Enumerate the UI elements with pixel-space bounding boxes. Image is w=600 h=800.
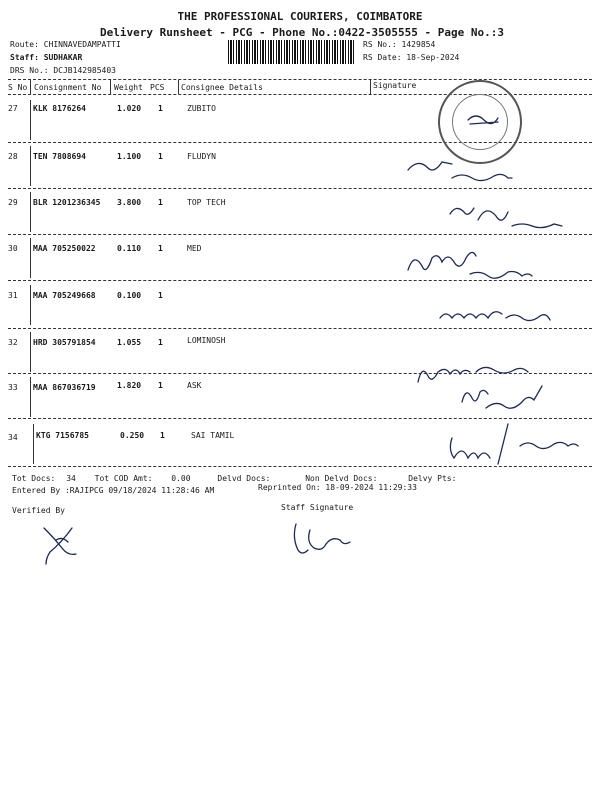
signature-row-31: [440, 312, 550, 321]
rs-no-label: RS No.:: [363, 40, 397, 49]
delvd-docs-label: Delvd Docs:: [217, 474, 271, 483]
signature-row-33: [462, 386, 542, 408]
row-weight: 1.055: [117, 338, 142, 347]
row-weight: 0.100: [117, 291, 142, 300]
row-weight: 1.100: [117, 152, 142, 161]
row-consignment: KTG 7156785: [36, 431, 89, 440]
row-sno: 30: [8, 244, 18, 253]
non-delvd-docs-label: Non Delvd Docs:: [305, 474, 378, 483]
row-consignment: KLK 8176264: [33, 104, 86, 113]
row-weight: 1.020: [117, 104, 142, 113]
staff-signature-mark: [294, 524, 350, 553]
row-sno: 29: [8, 198, 18, 207]
col-sno: S No: [8, 83, 28, 92]
signature-row-27: [468, 116, 498, 124]
row-consignment: MAA 867036719: [33, 383, 96, 392]
row-weight: 0.110: [117, 244, 142, 253]
row-sno: 33: [8, 383, 18, 392]
verified-by-label: Verified By: [12, 506, 65, 515]
route-value: CHINNAVEDAMPATTI: [43, 40, 121, 49]
row-details: LOMINOSH: [187, 336, 226, 345]
row-pcs: 1: [158, 104, 163, 113]
row-pcs: 1: [158, 338, 163, 347]
delvy-pts-label: Delvy Pts:: [408, 474, 457, 483]
runsheet-title: Delivery Runsheet - PCG - Phone No.:0422-3505555 - Page No.:3: [100, 26, 504, 39]
rs-date-value: 18-Sep-2024: [406, 53, 460, 62]
signature-row-34: [450, 424, 578, 464]
row-sno: 34: [8, 433, 18, 442]
reprinted-on: Reprinted On: 18-09-2024 11:29:33: [258, 483, 417, 492]
row-sno: 27: [8, 104, 18, 113]
signature-row-32: [418, 367, 528, 382]
verified-by-signature: [44, 528, 76, 564]
row-pcs: 1: [158, 152, 163, 161]
entered-by: Entered By :RAJIPCG 09/18/2024 11:28:46 AM: [12, 486, 215, 495]
tot-docs-label: Tot Docs:: [12, 474, 56, 483]
row-pcs: 1: [158, 291, 163, 300]
row-consignment: BLR 1201236345: [33, 198, 101, 207]
row-consignment: TEN 7808694: [33, 152, 86, 161]
tot-cod-label: Tot COD Amt:: [94, 474, 153, 483]
drs-value: DCJB142985403: [53, 66, 116, 75]
row-details: ASK: [187, 381, 202, 390]
row-details: ZUBITO: [187, 104, 216, 113]
tot-docs-value: 34: [66, 474, 76, 483]
row-weight: 1.820: [117, 381, 142, 390]
staff-signature-label: Staff Signature: [281, 503, 354, 512]
col-weight: Weight: [114, 83, 143, 92]
row-pcs: 1: [160, 431, 165, 440]
row-sno: 31: [8, 291, 18, 300]
staff-label: Staff:: [10, 53, 39, 62]
row-weight: 0.250: [120, 431, 145, 440]
row-sno: 32: [8, 338, 18, 347]
tot-cod-value: 0.00: [171, 474, 191, 483]
col-consignment: Consignment No: [34, 83, 102, 92]
row-weight: 3.800: [117, 198, 142, 207]
row-details: FLUDYN: [187, 152, 216, 161]
row-details: SAI TAMIL: [191, 431, 235, 440]
row-details: TOP TECH: [187, 198, 226, 207]
signature-row-28: [408, 162, 512, 181]
signature-row-30: [408, 252, 532, 278]
signature-row-29: [450, 208, 562, 228]
company-title: THE PROFESSIONAL COURIERS, COIMBATORE: [177, 10, 423, 23]
row-pcs: 1: [158, 198, 163, 207]
row-pcs: 1: [158, 244, 163, 253]
row-consignment: MAA 705249668: [33, 291, 96, 300]
drs-label: DRS No.:: [10, 66, 49, 75]
route-label: Route:: [10, 40, 39, 49]
rs-date-label: RS Date:: [363, 53, 402, 62]
row-details: MED: [187, 244, 202, 253]
rs-no-value: 1429854: [401, 40, 436, 49]
col-signature: Signature: [373, 81, 417, 90]
col-details: Consignee Details: [181, 83, 263, 92]
row-consignment: HRD 305791854: [33, 338, 96, 347]
row-sno: 28: [8, 152, 18, 161]
staff-value: SUDHAKAR: [43, 53, 83, 62]
row-consignment: MAA 705250022: [33, 244, 96, 253]
row-pcs: 1: [158, 381, 163, 390]
col-pcs: PCS: [150, 83, 165, 92]
